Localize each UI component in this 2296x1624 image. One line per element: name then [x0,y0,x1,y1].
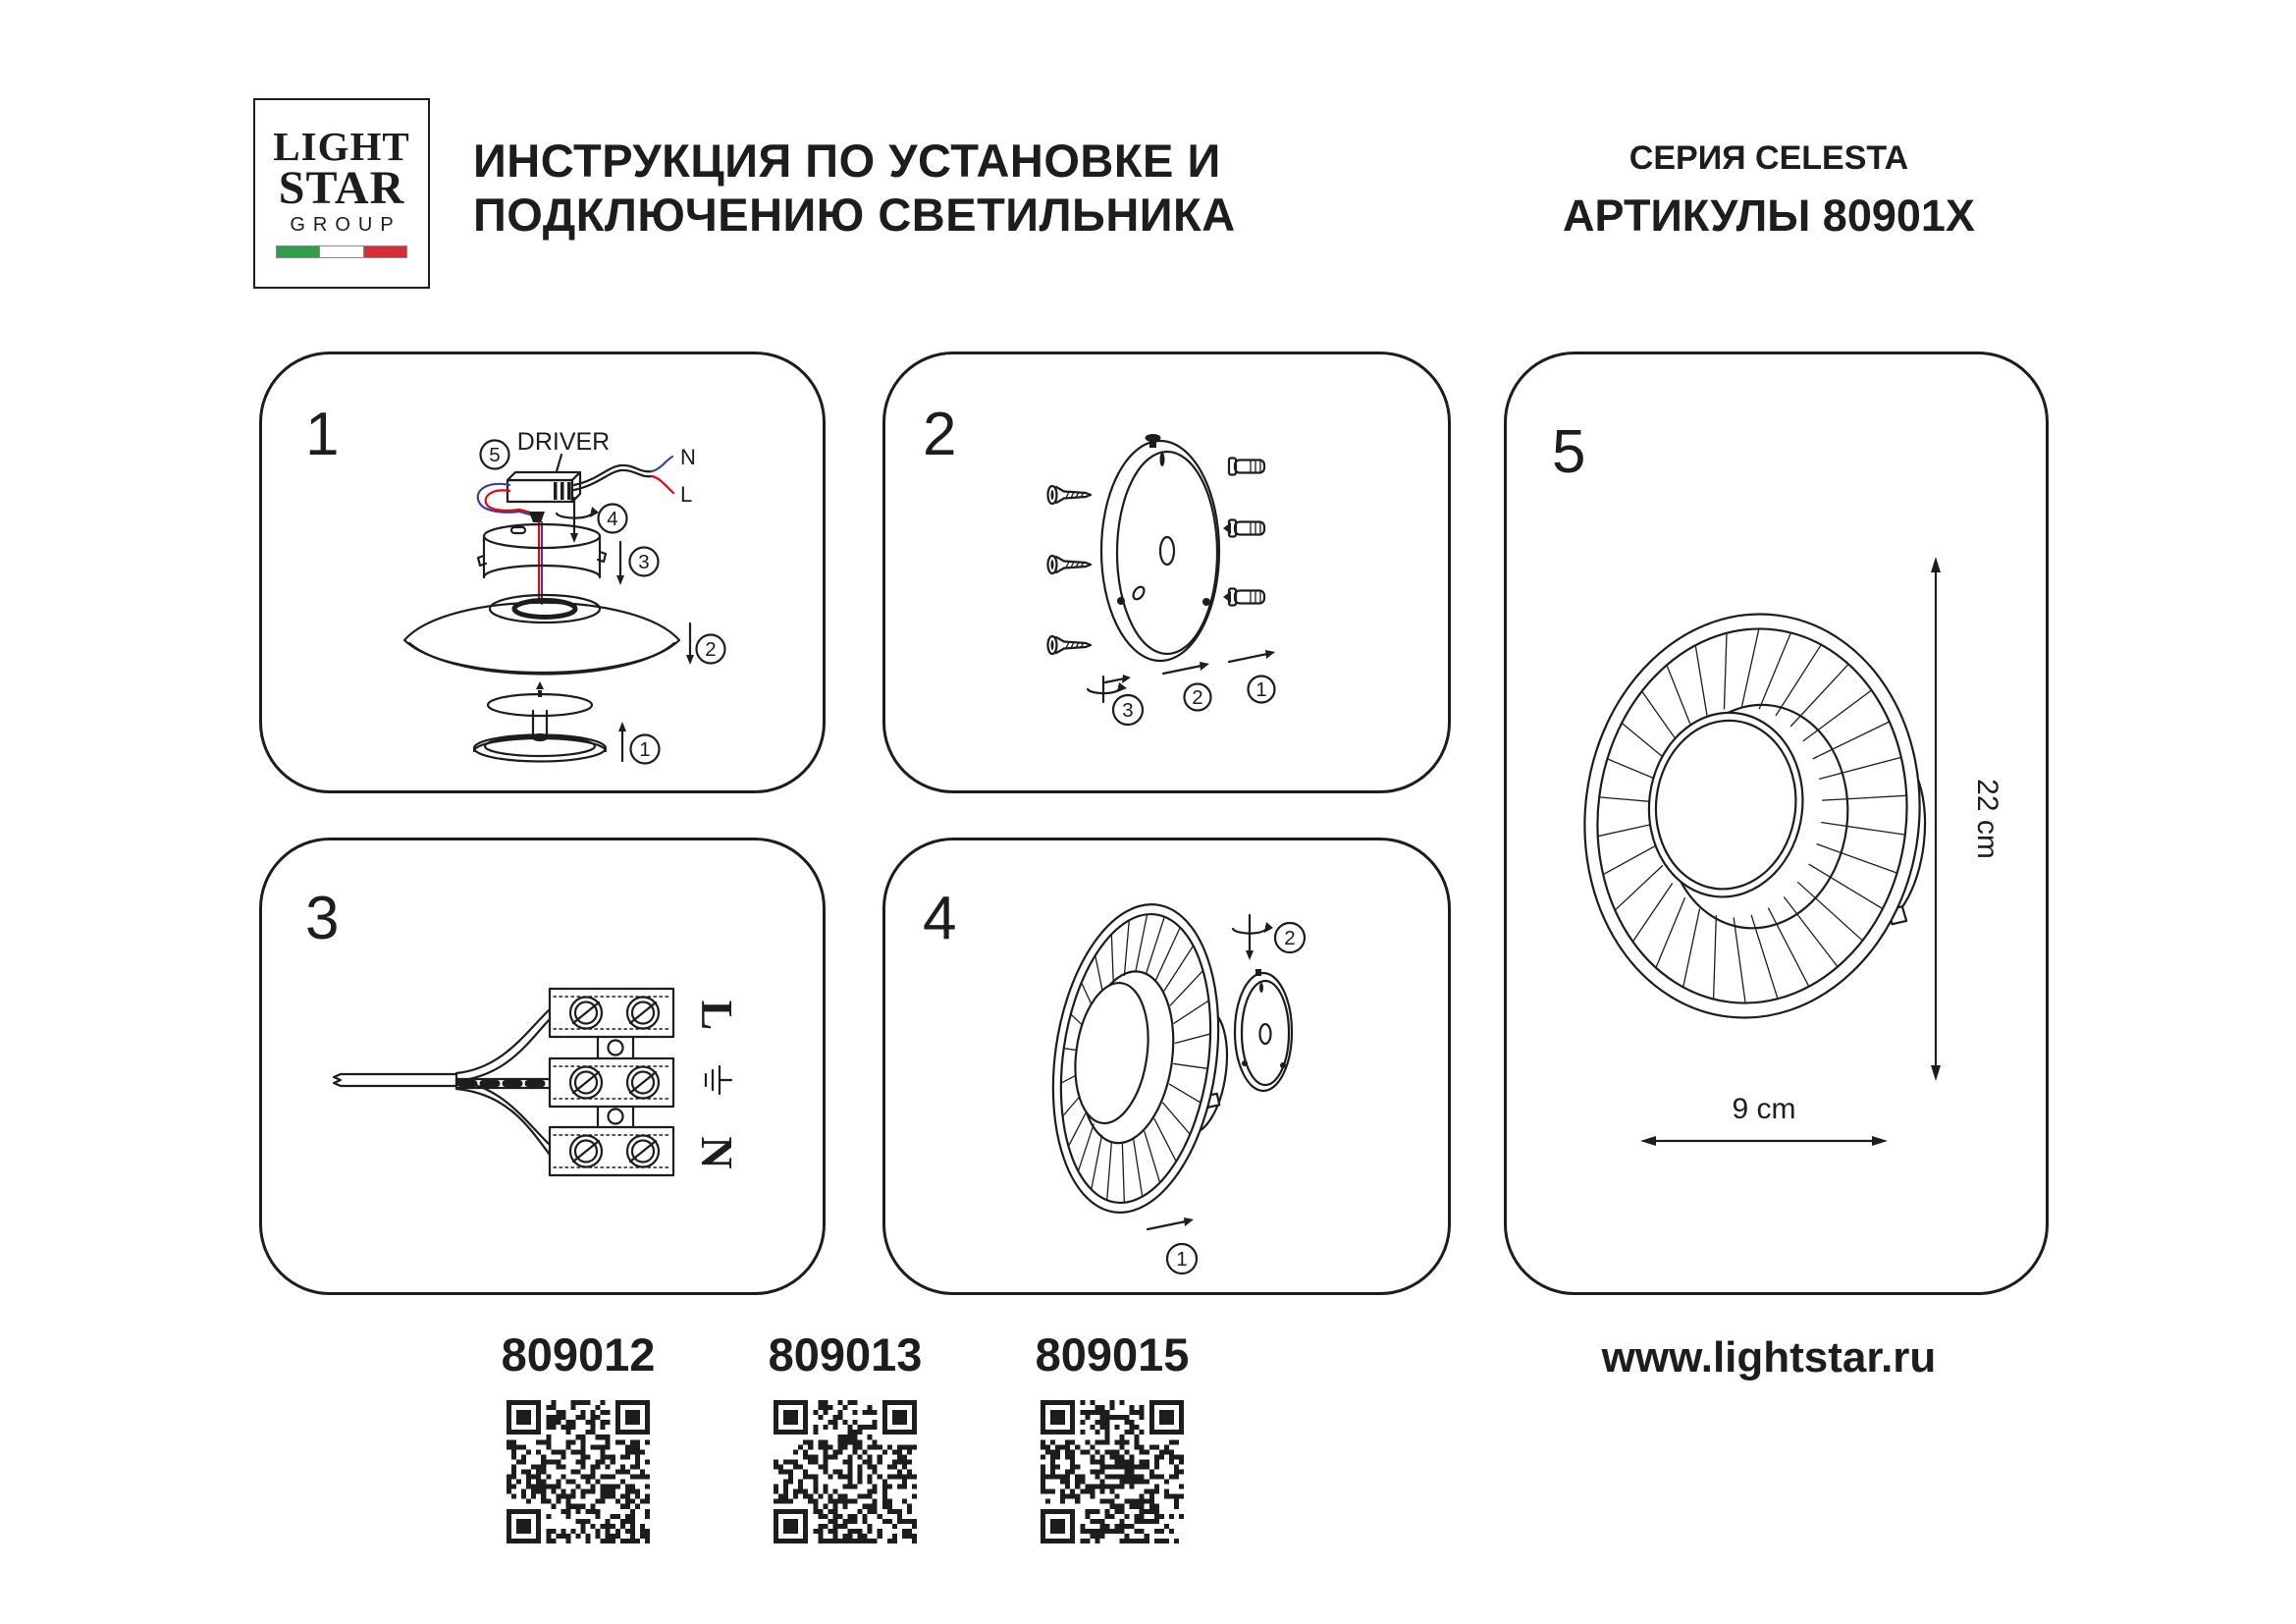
panel-number: 5 [1552,418,1586,486]
panel-step-2-mounting-plate [882,352,1451,793]
svg-text:3: 3 [638,551,650,573]
panel-step-3-wiring [259,838,826,1295]
panel-number: 3 [305,885,340,952]
label-n: N [692,1136,742,1169]
page-title-line1: ИНСТРУКЦИЯ ПО УСТАНОВКЕ И [473,135,1221,187]
label-l: L [692,1000,742,1031]
diagram-exploded-assembly [262,354,823,790]
svg-text:3: 3 [1122,699,1134,722]
step-badge-1 [631,735,660,764]
rotate-icon [557,498,599,543]
step-badge-2 [1275,923,1305,952]
glass-diffuser [474,735,606,762]
diagram-shade-and-ring [885,840,1448,1292]
diagram-mounting-plate [885,354,1448,790]
qr-code-809013 [774,1400,917,1543]
page-title-line2: ПОДКЛЮЧЕНИЮ СВЕТИЛЬНИКА [473,189,1236,241]
page-title [473,134,1236,242]
terminal-block-earth [550,1058,673,1107]
article-number-809013: 809013 [768,1328,923,1380]
article-number-809015: 809015 [1035,1328,1190,1380]
mounting-ring [1235,969,1292,1091]
step-badge-3 [1113,695,1143,725]
svg-text:4: 4 [607,508,618,530]
supply-cable [334,1074,456,1086]
svg-text:2: 2 [705,638,717,661]
height-dimension [1931,557,1941,1081]
panel-number: 4 [923,885,957,952]
wire-l-label: L [680,482,693,507]
assembled-lamp [1562,595,1949,1038]
terminal-block-n [550,1127,673,1175]
earth-symbol [706,1066,731,1094]
step-badge-1 [1249,677,1275,703]
wall-anchor-top [1229,459,1264,475]
step-badge-2 [1185,684,1211,711]
panel-step-5-dimensions [1504,352,2049,1295]
arrow-2 [1163,662,1209,674]
terminal-block-l [550,989,673,1037]
diagram-assembled-lamp-dimensions [1507,354,2046,1292]
panel-step-4-shade-mounting [882,838,1451,1295]
logo-word-light: LIGHT [273,124,410,170]
panel-number: 1 [305,401,340,468]
width-dimension-label: 9 cm [1732,1093,1796,1125]
wall-anchor-bottom [1223,589,1264,606]
flag-red-segment [364,245,407,258]
qr-code-809012 [507,1400,650,1543]
diagram-terminal-block-wiring [262,840,823,1292]
screw-middle [1048,556,1092,573]
wall-anchor-middle [1223,520,1264,537]
logo-word-group: GROUP [290,213,401,236]
wire-n-label: N [680,445,696,469]
down-arrow-3 [616,542,624,585]
ribbed-shade [1035,893,1248,1224]
screw-top [1048,486,1092,504]
mains-cable [574,457,673,493]
driver-label: DRIVER [516,428,611,456]
lamp-shade-profile [404,595,679,675]
wire-top [456,1009,550,1081]
step-badge-5 [481,441,509,469]
svg-text:2: 2 [1192,686,1203,709]
articles-code: АРТИКУЛЫ 80901X [1563,190,1975,241]
svg-text:2: 2 [1284,927,1296,949]
wire-bottom [456,1081,550,1155]
italian-flag-bar [276,245,407,258]
series-header [1512,139,2026,242]
step-badge-2 [697,635,725,664]
step-badge-1 [1167,1244,1197,1273]
height-dimension-label: 22 cm [1971,779,2003,859]
series-name: СЕРИЯ CELESTA [1629,139,1909,177]
width-dimension [1640,1136,1888,1146]
step-badge-3 [630,548,659,576]
arrow-1 [1229,650,1275,662]
flag-white-segment [319,245,363,258]
panel-step-1-exploded-view [259,352,826,793]
website-url: www.lightstar.ru [1601,1333,1937,1381]
article-number-809012: 809012 [501,1328,656,1380]
step-badge-4 [599,505,627,533]
rotate-icon [1233,915,1273,960]
screw-bottom [1048,636,1092,654]
flag-green-segment [276,245,319,258]
svg-text:1: 1 [1176,1248,1188,1271]
svg-text:1: 1 [639,738,651,761]
qr-code-809015 [1041,1400,1184,1543]
driver-box [507,455,580,502]
mounting-plate [1101,434,1219,661]
down-arrow-2 [686,623,694,665]
arrow-1 [1148,1218,1194,1229]
panel-number: 2 [923,401,957,468]
lightstar-logo [253,98,430,289]
svg-text:1: 1 [1255,678,1267,701]
svg-text:5: 5 [489,444,501,466]
up-arrow-1 [618,722,626,761]
logo-word-star: STAR [278,162,405,215]
diffuser-holder [488,681,592,740]
